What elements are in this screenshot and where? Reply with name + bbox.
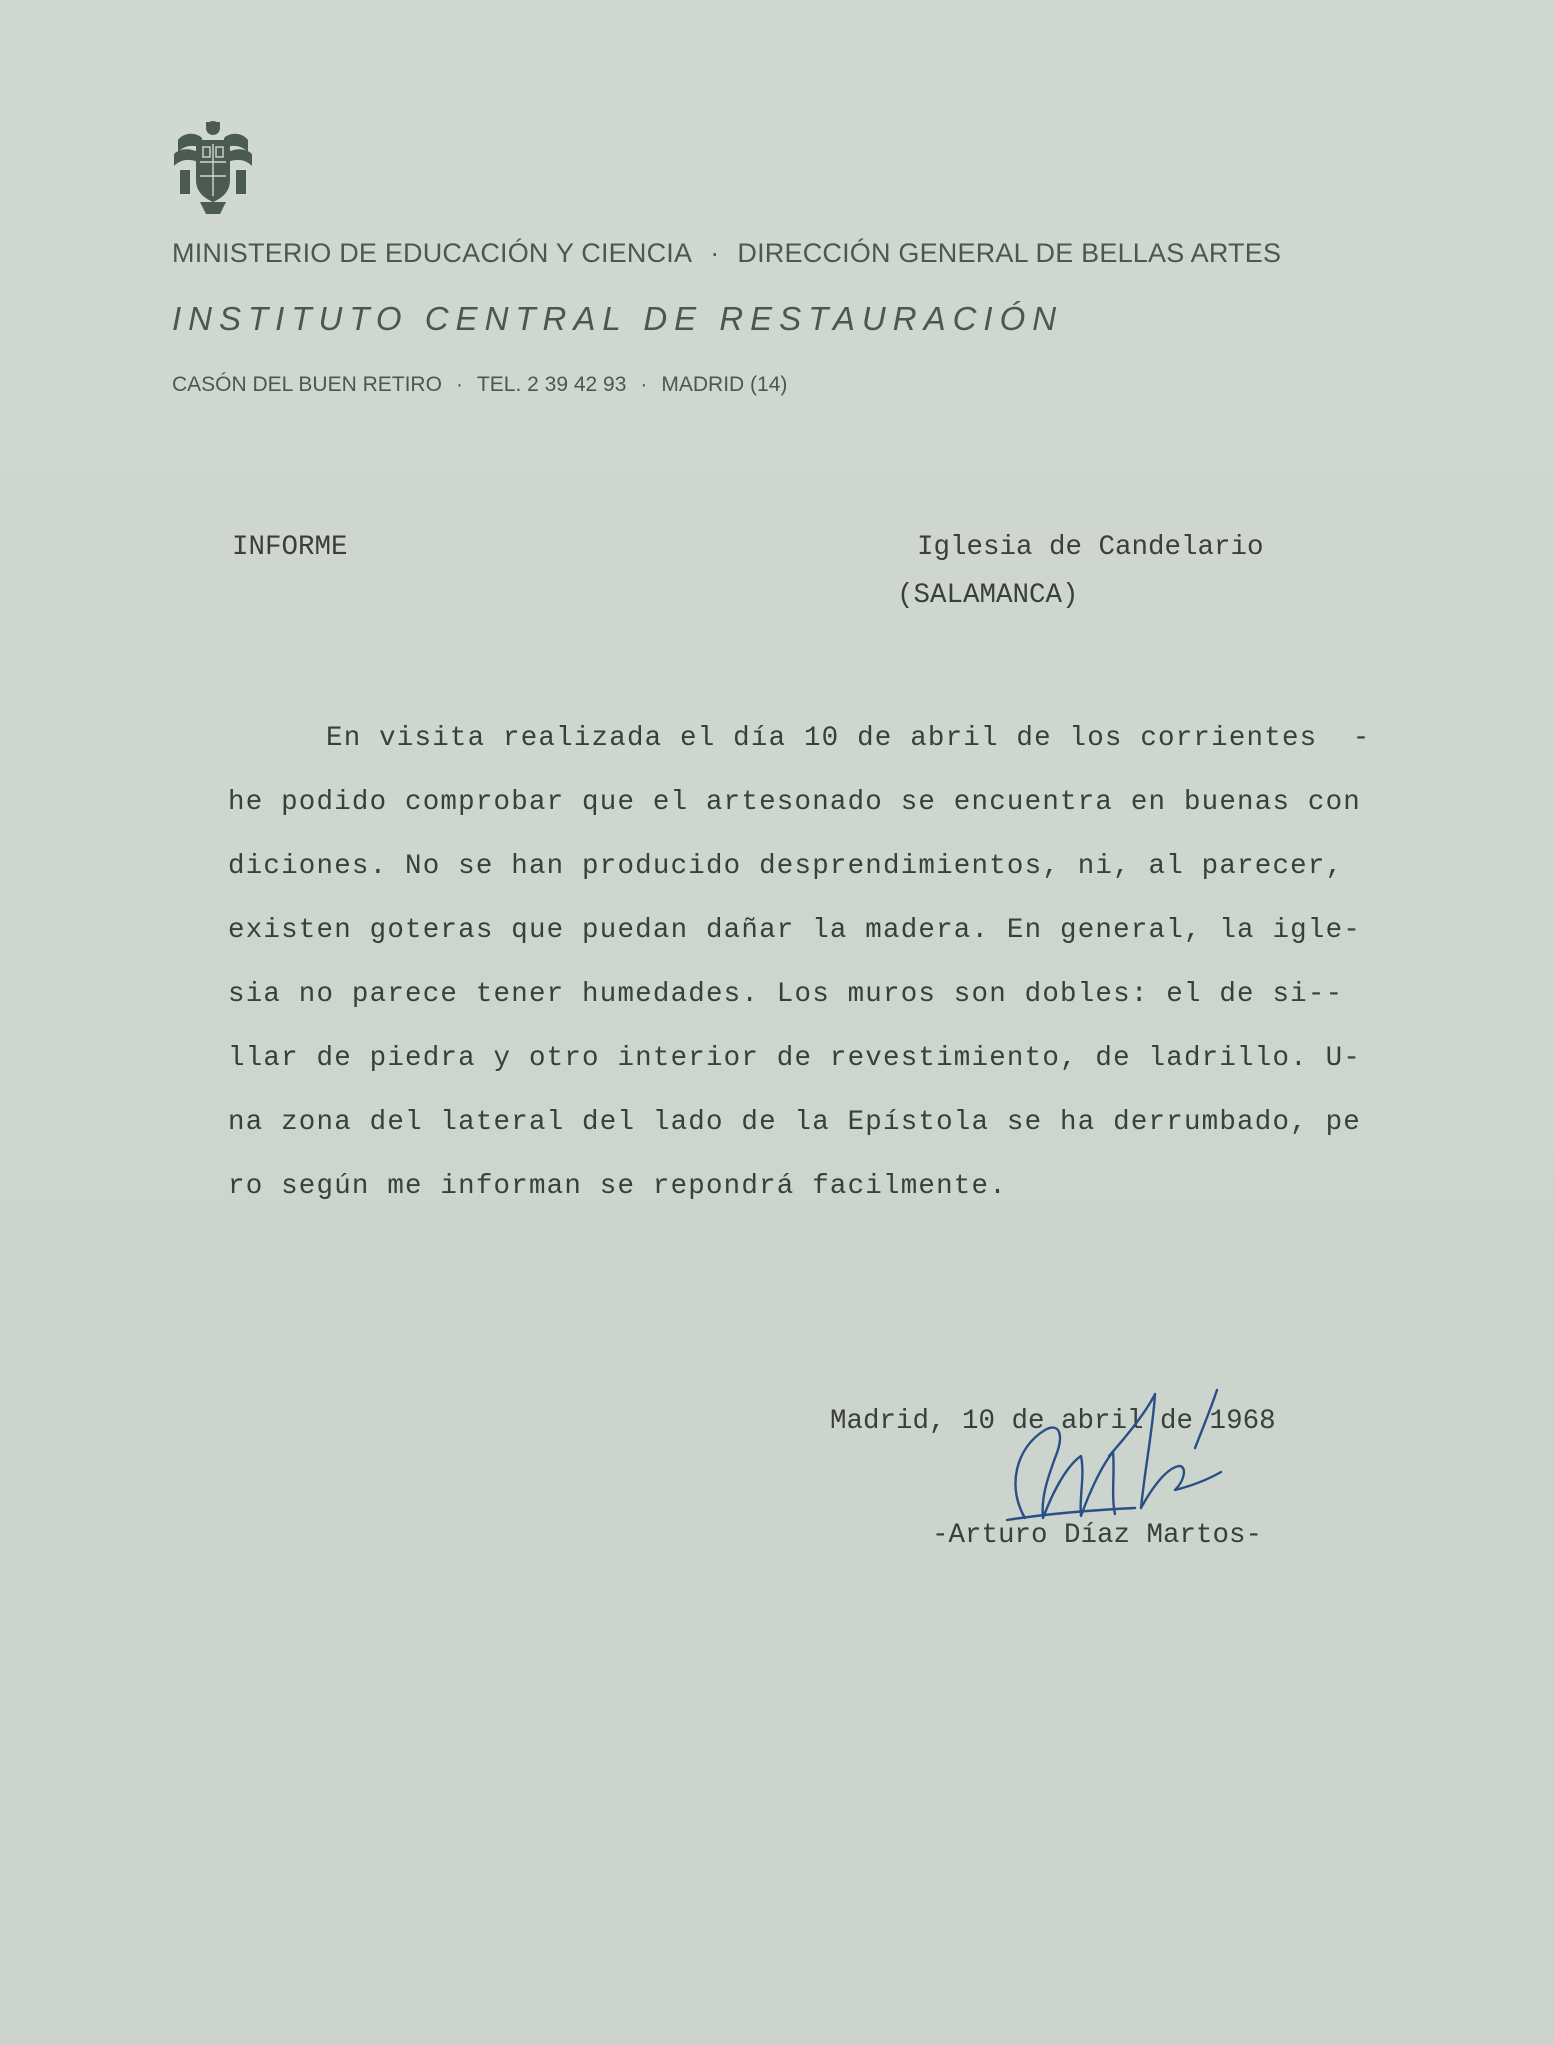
separator: · [640, 373, 648, 396]
closing-date: Madrid, 10 de abril de 1968 [830, 1406, 1276, 1437]
institute-name: INSTITUTO CENTRAL DE RESTAURACIÓN [172, 300, 1064, 337]
directorate-name: DIRECCIÓN GENERAL DE BELLAS ARTES [737, 238, 1282, 268]
body-line: na zona del lateral del lado de la Epístola se ha derrumbado, pe [228, 1107, 1361, 1138]
body-line: sia no parece tener humedades. Los muros son dobles: el de si-- [228, 979, 1344, 1010]
report-province: (SALAMANCA) [897, 580, 1079, 611]
body-line: he podido comprobar que el artesonado se encuentra en buenas con [228, 787, 1361, 818]
body-line: ro según me informan se repondrá facilmente. [228, 1171, 1007, 1202]
letterhead-line-1 [172, 238, 1281, 269]
report-place: Iglesia de Candelario [917, 532, 1264, 563]
letterhead-address-line [172, 373, 787, 397]
report-body [228, 722, 1488, 1234]
address: CASÓN DEL BUEN RETIRO [172, 373, 442, 396]
separator: · [455, 373, 463, 396]
body-line: diciones. No se han producido desprendimientos, ni, al parecer, [228, 851, 1344, 882]
separator: · [710, 238, 720, 268]
body-line: existen goteras que puedan dañar la madera. En general, la igle- [228, 915, 1361, 946]
signatory-name: -Arturo Díaz Martos- [932, 1520, 1263, 1551]
report-heading: INFORME [232, 532, 348, 563]
city: MADRID (14) [661, 373, 788, 396]
ministry-name: MINISTERIO DE EDUCACIÓN Y CIENCIA [172, 238, 693, 268]
phone: TEL. 2 39 42 93 [476, 373, 627, 396]
body-line: En visita realizada el día 10 de abril de los corrientes - [326, 723, 1371, 754]
coat-of-arms-icon [170, 118, 256, 216]
handwritten-signature [985, 1368, 1285, 1568]
body-line: llar de piedra y otro interior de revestimiento, de ladrillo. U- [228, 1043, 1361, 1074]
